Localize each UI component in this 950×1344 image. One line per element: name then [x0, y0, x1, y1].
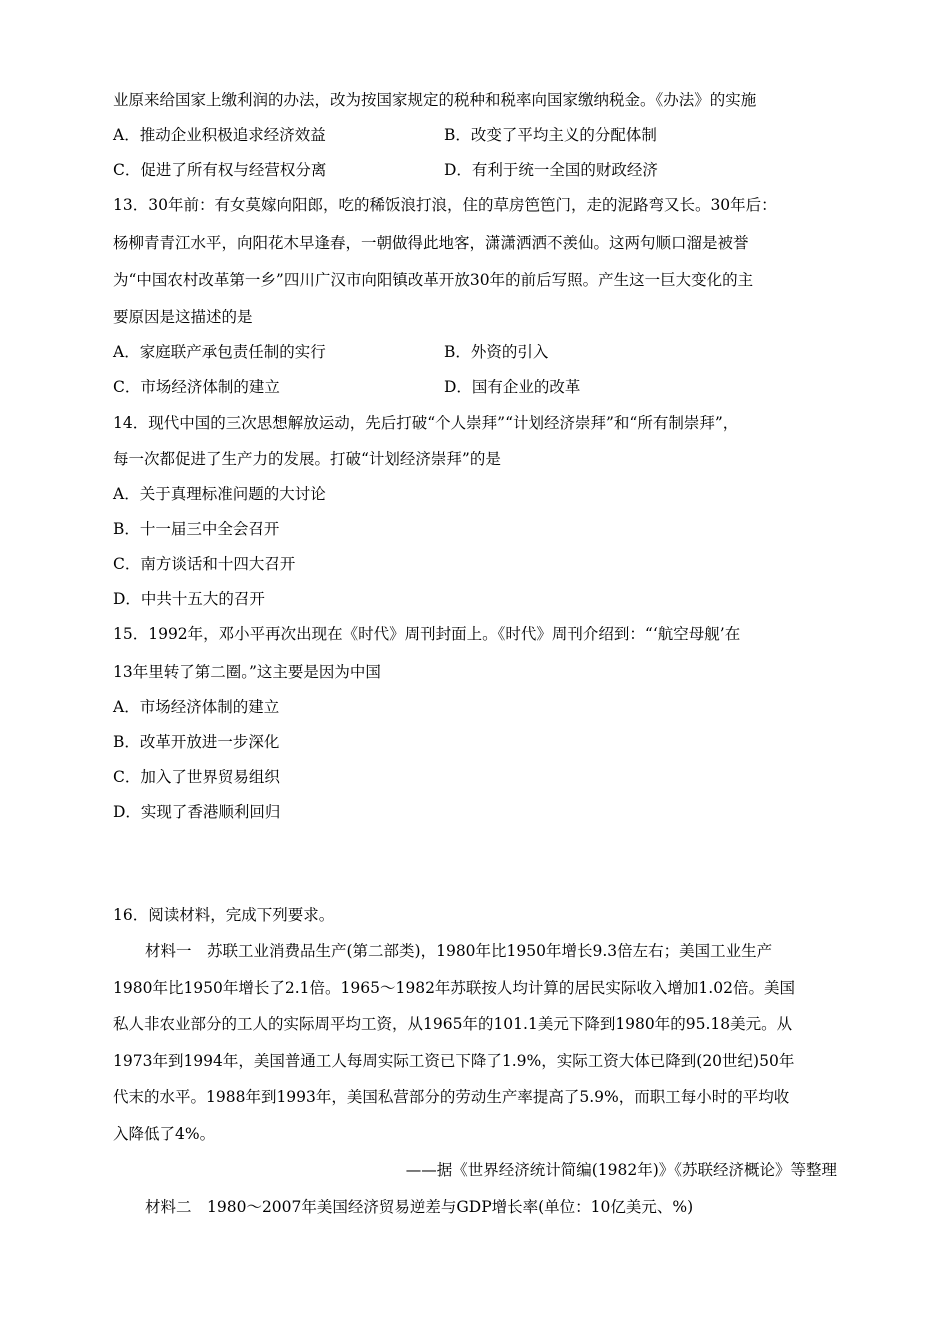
q16-material1-line: 1980年比1950年增长了2.1倍。1965～1982年苏联按人均计算的居民实际收入增加1.02倍。美国 [113, 979, 795, 997]
q14-option-c[interactable]: C．南方谈话和十四大召开 [113, 555, 296, 573]
q16-stem: 16．阅读材料，完成下列要求。 [113, 906, 335, 924]
q15-stem-line: 13年里转了第二圈。”这主要是因为中国 [113, 663, 381, 681]
q15-option-b[interactable]: B．改革开放进一步深化 [113, 733, 280, 751]
q16-material1-line: 入降低了4%。 [113, 1125, 216, 1143]
q16-material1-line: 私人非农业部分的工人的实际周平均工资，从1965年的101.1美元下降到1980年的95.18美元。从 [113, 1015, 793, 1033]
q14-stem-line: 每一次都促进了生产力的发展。打破“计划经济崇拜”的是 [113, 450, 501, 468]
q12-option-b[interactable]: B．改变了平均主义的分配体制 [444, 126, 657, 144]
q13-stem-line: 杨柳青青江水平，向阳花木早逢春，一朝做得此地客，潇潇洒洒不羡仙。这两句顺口溜是被誉 [113, 234, 749, 252]
q16-material1-line: 代末的水平。1988年到1993年，美国私营部分的劳动生产率提高了5.9%，而职工每小时的平均收 [113, 1088, 790, 1106]
q14-option-a[interactable]: A．关于真理标准问题的大讨论 [113, 485, 326, 503]
q16-material1-line: 1973年到1994年，美国普通工人每周实际工资已下降了1.9%，实际工资大体已降到(20世纪)50年 [113, 1052, 795, 1070]
q14-option-b[interactable]: B．十一届三中全会召开 [113, 520, 280, 538]
q12-stem-end: 业原来给国家上缴利润的办法，改为按国家规定的税种和税率向国家缴纳税金。《办法》的实施 [113, 91, 757, 109]
q13-option-d[interactable]: D．国有企业的改革 [444, 378, 581, 396]
q13-stem-line: 要原因是这描述的是 [113, 308, 253, 326]
q16-material2-title: 材料二 1980～2007年美国经济贸易逆差与GDP增长率(单位：10亿美元、%) [145, 1198, 694, 1216]
q15-option-d[interactable]: D．实现了香港顺利回归 [113, 803, 281, 821]
q16-material1-line: 材料一 苏联工业消费品生产(第二部类)，1980年比1950年增长9.3倍左右；美国工业生产 [145, 942, 773, 960]
q13-stem-line: 13．30年前：有女莫嫁向阳郎，吃的稀饭浪打浪，住的草房笆笆门，走的泥路弯又长。30年后： [113, 196, 777, 214]
q13-stem-line: 为“中国农村改革第一乡”四川广汉市向阳镇改革开放30年的前后写照。产生这一巨大变化的主 [113, 271, 754, 289]
q15-stem-line: 15．1992年，邓小平再次出现在《时代》周刊封面上。《时代》周刊介绍到：“‘航空母舰’在 [113, 625, 741, 643]
q12-option-d[interactable]: D．有利于统一全国的财政经济 [444, 161, 658, 179]
q12-option-a[interactable]: A．推动企业积极追求经济效益 [113, 126, 326, 144]
q13-option-a[interactable]: A．家庭联产承包责任制的实行 [113, 343, 326, 361]
q13-option-c[interactable]: C．市场经济体制的建立 [113, 378, 280, 396]
q12-option-c[interactable]: C．促进了所有权与经营权分离 [113, 161, 327, 179]
q14-option-d[interactable]: D．中共十五大的召开 [113, 590, 265, 608]
q16-material1-source: ——据《世界经济统计简编(1982年)》《苏联经济概论》等整理 [405, 1161, 837, 1179]
q15-option-a[interactable]: A．市场经济体制的建立 [113, 698, 280, 716]
q13-option-b[interactable]: B．外资的引入 [444, 343, 549, 361]
q14-stem-line: 14．现代中国的三次思想解放运动，先后打破“个人崇拜”“计划经济崇拜”和“所有制崇拜”， [113, 414, 739, 432]
q15-option-c[interactable]: C．加入了世界贸易组织 [113, 768, 280, 786]
